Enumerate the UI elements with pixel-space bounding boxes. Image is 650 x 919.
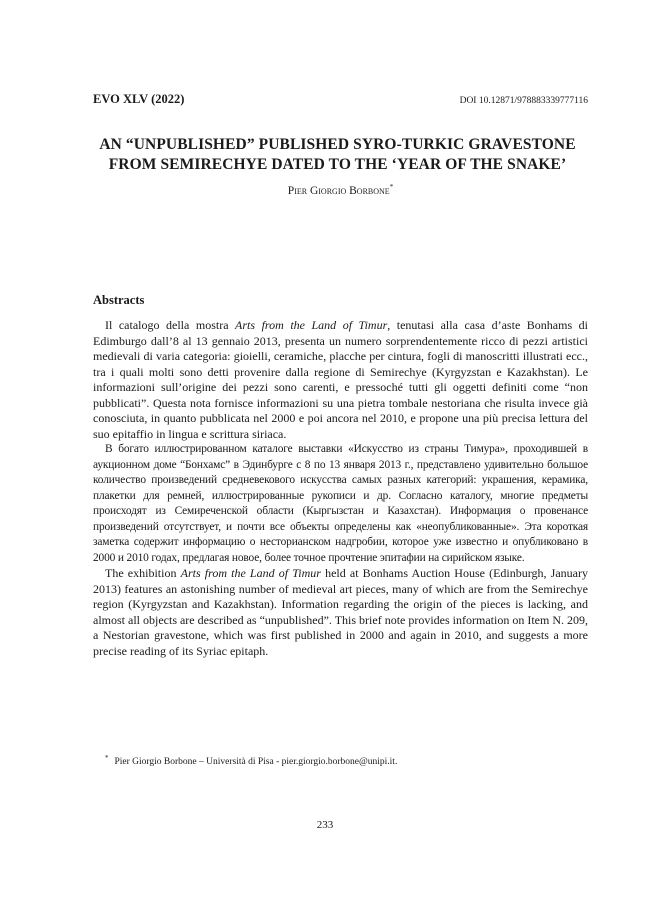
abstract-english-text: The exhibition — [105, 566, 181, 580]
page-number: 233 — [316, 819, 334, 831]
running-header — [93, 92, 588, 107]
exhibition-title-italic: Arts from the Land of Timur — [235, 318, 388, 332]
footnote — [105, 754, 397, 767]
doi-label[interactable]: DOI 10.12871/978883339777116 — [459, 96, 588, 106]
abstract-italian-text: , tenutasi alla casa d’aste Bonhams di Edimburgo dall’8 al 13 gennaio 2013, presenta un numero sorprendentemente ricco di pezzi artistici medievali di varia categoria: gioielli, ceramiche, placche per cintura, fogli di manoscritti illustrati ecc., tra i quali molti sono detti provenire dalla regione di Semirechye (Kyrgyzstan e Kazakhstan). Le informazioni sull’origine dei pezzi sono carenti, e pressoché tutti gli oggetti definiti come “non pubblicati”. Questa nota fornisce informazioni su una pietra tombale nestoriana che risulta invece già conosciuta, in quanto pubblicata nel 2000 e poi ancora nel 2010, e propone una più precisa lettura del suo epitaffio in lingua e scrittura siriaca. — [93, 318, 588, 441]
title-line-2: FROM SEMIRECHYE DATED TO THE ‘YEAR OF THE SNAKE’ — [108, 156, 567, 173]
author-footnote-mark[interactable]: * — [389, 183, 394, 191]
footnote-text[interactable]: Pier Giorgio Borbone – Università di Pisa - pier.giorgio.borbone@unipi.it. — [114, 757, 398, 768]
footnote-mark: * — [105, 754, 109, 762]
abstracts-heading: Abstracts — [93, 293, 145, 307]
article-title — [80, 135, 595, 175]
exhibition-title-italic: Arts from the Land of Timur — [180, 566, 321, 580]
abstract-italian-text: Il catalogo della mostra — [105, 318, 236, 332]
journal-issue: EVO XLV (2022) — [93, 92, 185, 106]
author-name: Pier Giorgio Borbone — [287, 184, 390, 197]
title-line-1: AN “UNPUBLISHED” PUBLISHED SYRO-TURKIC GRAVESTONE — [99, 136, 576, 153]
author-line — [93, 183, 588, 197]
abstract-english-text: held at Bonhams Auction House (Edinburgh, January 2013) features an astonishing number of medieval art pieces, many of which are from the Semirechye region (Kyrgyzstan and Kazakhstan). Information regarding the origin of the pieces is lacking, and almost all objects are described as “unpublished”. This brief note provides information on Item N. 209, a Nestorian gravestone, which was first published in 2000 and again in 2010, and suggests a more precise reading of its Syriac epitaph. — [93, 566, 589, 658]
abstracts-body — [93, 318, 588, 659]
abstract-english — [93, 566, 588, 659]
abstract-italian — [93, 318, 588, 442]
abstract-russian: В богато иллюстрированном каталоге выставки «Искусство из страны Тимура», проходившей в аукционном доме “Бонхамс” в Эдинбурге с 8 по 13 января 2013 г., представлено удивительно большое количество произведений средневекового искусства самых разных категорий: украшения, керамика, плакетки для ремней, иллюстрированные рукописи и др. Согласно каталогу, многие предметы происходят из Семиреченской области (Кыргызстан и Казахстан). Информация о провенансе произведений отсутствует, и почти все объекты определены как «неопубликованные». Эта короткая заметка содержит информацию о несторианском надгробии, которое уже известно и опубликовано в 2000 и 2010 годах, предлагая новое, более точное прочтение эпитафии на сирийском языке. — [93, 443, 588, 564]
